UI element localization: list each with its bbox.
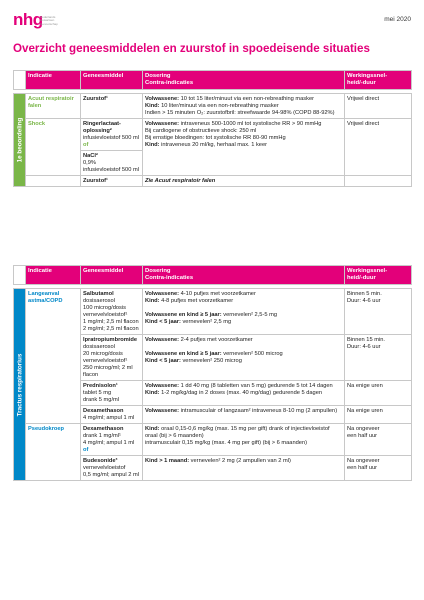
werking-dexamethason-pseudo: Na ongeveer een half uur bbox=[345, 424, 412, 456]
middel-ringerlactaat: Ringerlactaat-oplossing² infusievloeistof 500 ml of bbox=[81, 119, 143, 151]
werking-budesonide: Na ongeveer een half uur bbox=[345, 456, 412, 481]
header-indicatie: Indicatie bbox=[26, 266, 81, 285]
dosering-zie-acuut: Zie Acuut respiratoir falen bbox=[143, 176, 345, 187]
werking-shock: Vrijwel direct bbox=[345, 119, 412, 176]
nhg-logo bbox=[13, 10, 43, 30]
indicatie-shock-cont bbox=[26, 176, 81, 187]
logo-subtitle: Nederlands Huisartsen Genootschap bbox=[40, 15, 58, 26]
table-respiratory bbox=[13, 265, 412, 481]
middel-prednisolon: Prednisolon¹ tablet 5 mg drank 5 mg/ml bbox=[81, 381, 143, 406]
middel-dexamethason-astma: Dexamethason 4 mg/ml; ampul 1 ml bbox=[81, 406, 143, 424]
middel-zuurstof: Zuurstof¹ bbox=[81, 94, 143, 119]
indicatie-shock: Shock bbox=[26, 119, 81, 176]
table-row bbox=[14, 176, 412, 187]
header-indicatie: Indicatie bbox=[26, 71, 81, 90]
werking-empty bbox=[345, 176, 412, 187]
publication-date: mei 2020 bbox=[384, 16, 411, 23]
werking-acuut: Vrijwel direct bbox=[345, 94, 412, 119]
header-werking: Werkingssnel- heid/-duur bbox=[345, 71, 412, 90]
table-first-assessment bbox=[13, 70, 412, 187]
page-title: Overzicht geneesmiddelen en zuurstof in spoedeisende situaties bbox=[13, 42, 370, 55]
table-header-row bbox=[14, 71, 412, 90]
dosering-ipratropium: Volwassene: 2-4 pufjes met voorzetkamer Volwassene en kind ≥ 5 jaar: vernevelen² 500 microg Kind < 5 jaar: vernevelen² 250 microg bbox=[143, 335, 345, 381]
middel-salbutamol: Salbutamol dosisaerosol 100 microg/dosis vernevelvloeistof¹ 1 mg/ml; 2,5 ml flacon 2 mg/ml; 2,5 ml flacon bbox=[81, 289, 143, 335]
dosering-dexamethason-astma: Volwassene: intramusculair of langzaam² intraveneus 8-10 mg (2 ampullen) bbox=[143, 406, 345, 424]
header-blank bbox=[14, 266, 26, 285]
dosering-prednisolon: Volwassene: 1 dd 40 mg (8 tabletten van 5 mg) gedurende 5 tot 14 dagen Kind: 1-2 mg/kg/dag in 2 doses (max. 40 mg/dag) gedurende 5 dagen bbox=[143, 381, 345, 406]
werking-ipratropium: Binnen 15 min. Duur: 4-6 uur bbox=[345, 335, 412, 381]
indicatie-acuut: Acuut respiratoir falen bbox=[26, 94, 81, 119]
werking-prednisolon: Na enige uren bbox=[345, 381, 412, 406]
dosering-budesonide: Kind > 1 maand: vernevelen² 2 mg (2 ampullen van 2 ml) bbox=[143, 456, 345, 481]
werking-salbutamol: Binnen 5 min. Duur: 4-6 uur bbox=[345, 289, 412, 335]
middel-zuurstof-shock: Zuurstof¹ bbox=[81, 176, 143, 187]
dosering-dexamethason-pseudo: Kind: oraal 0,15-0,6 mg/kg (max. 15 mg per gift) drank of injectievloeistof oraal (bij > 6 maanden) intramusculair 0,15 mg/kg (max. 4 mg per gift) (bij > 6 maanden) bbox=[143, 424, 345, 456]
header-geneesmiddel: Geneesmiddel bbox=[81, 71, 143, 90]
indicatie-pseudokroep: Pseudokroep bbox=[26, 424, 81, 481]
middel-budesonide: Budesonide³ vernevelvloeistof 0,5 mg/ml; ampul 2 ml bbox=[81, 456, 143, 481]
indicatie-astma: Langeanval astma/COPD bbox=[26, 289, 81, 424]
werking-dexamethason-astma: Na enige uren bbox=[345, 406, 412, 424]
dosering-acuut: Volwassene: 10 tot 15 liter/minuut via een non-rebreathing masker Kind: 10 liter/minuut via een non-rebreathing masker Indien > 15 minuten O₂: zuurstofbril: streefwaarde 94-98% (COPD 88-92%) bbox=[143, 94, 345, 119]
table-row bbox=[14, 119, 412, 151]
table-header-row bbox=[14, 266, 412, 285]
middel-nacl: NaCl² 0,9% infusievloeistof 500 ml bbox=[81, 151, 143, 176]
table-row bbox=[14, 289, 412, 335]
section-label-respiratory: Tractus respiratorius bbox=[14, 289, 26, 481]
dosering-shock: Volwassene: intraveneus 500-1000 ml tot systolische RR > 90 mmHg Bij cardiogene of obstructieve shock: 250 ml Bij ernstige bloedingen: tot systolische RR 80-90 mmHg Kind: intraveneus 20 ml/kg, herhaal max. 1 keer bbox=[143, 119, 345, 176]
header-geneesmiddel: Geneesmiddel bbox=[81, 266, 143, 285]
table-row bbox=[14, 424, 412, 456]
header-dosering: Dosering Contra-indicaties bbox=[143, 71, 345, 90]
section-label-first-assessment: 1e beoordeling bbox=[14, 94, 26, 187]
header-blank bbox=[14, 71, 26, 90]
header-werking: Werkingssnel- heid/-duur bbox=[345, 266, 412, 285]
middel-dexamethason-pseudo: Dexamethason drank 1 mg/ml¹ 4 mg/ml; ampul 1 ml of bbox=[81, 424, 143, 456]
header-dosering: Dosering Contra-indicaties bbox=[143, 266, 345, 285]
table-row bbox=[14, 94, 412, 119]
dosering-salbutamol: Volwassene: 4-10 pufjes met voorzetkamer Kind: 4-8 pufjes met voorzetkamer Volwassene en kind ≥ 5 jaar: vernevelen² 2,5-5 mg Kind < 5 jaar: vernevelen² 2,5 mg bbox=[143, 289, 345, 335]
logo-text: nhg bbox=[13, 10, 43, 29]
middel-ipratropium: Ipratropiumbromide dosisaerosol 20 microg/dosis vernevelvloeistof¹ 250 microg/ml; 2 ml flacon bbox=[81, 335, 143, 381]
